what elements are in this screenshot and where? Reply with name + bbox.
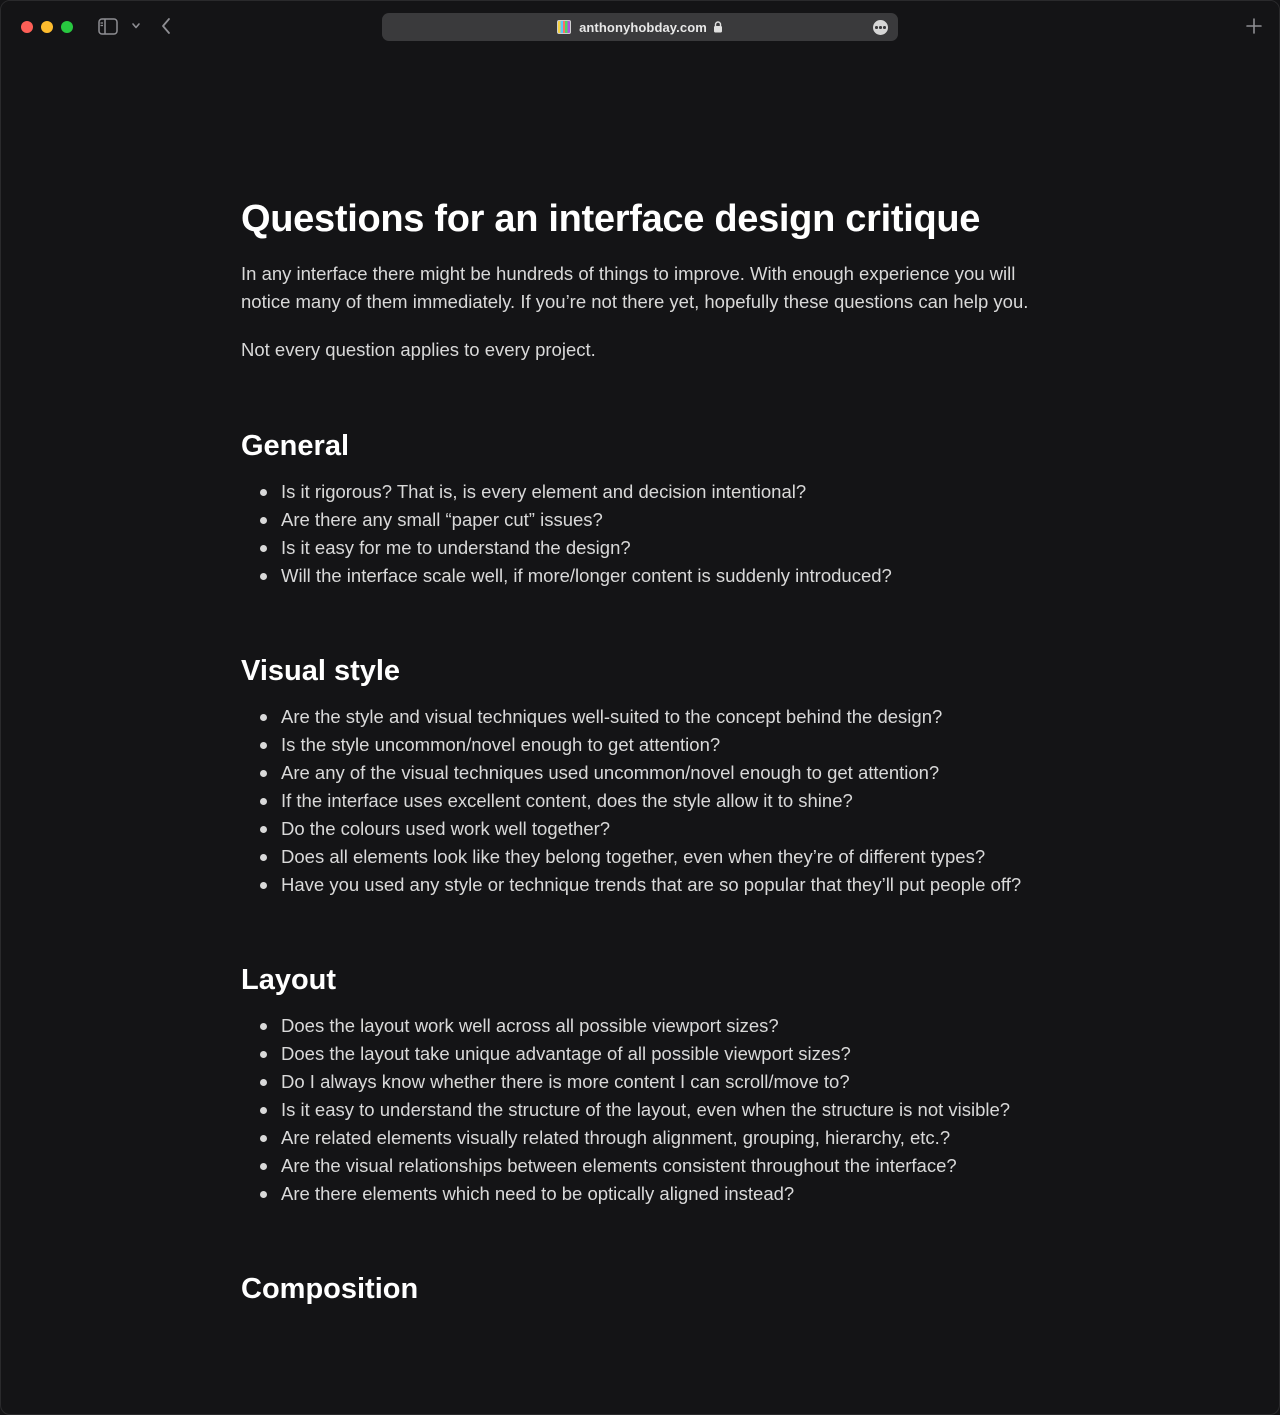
section-heading: General — [241, 430, 349, 462]
close-window-button[interactable] — [21, 21, 33, 33]
list-item: Do the colours used work well together? — [241, 815, 1051, 843]
list-item: Is it rigorous? That is, is every element and decision intentional? — [241, 478, 1051, 506]
list-item: Are there any small “paper cut” issues? — [241, 506, 1051, 534]
list-item: Does the layout work well across all possible viewport sizes? — [241, 1012, 1051, 1040]
question-list — [241, 703, 1051, 899]
page-title: Questions for an interface design critique — [241, 198, 981, 240]
article — [241, 193, 1051, 1309]
chevron-down-icon[interactable] — [130, 19, 142, 33]
sidebar-toggle-icon[interactable] — [98, 18, 118, 35]
list-item: Have you used any style or technique trends that are so popular that they’ll put people off? — [241, 871, 1051, 899]
zoom-window-button[interactable] — [61, 21, 73, 33]
site-favicon — [557, 20, 571, 34]
list-item: Will the interface scale well, if more/longer content is suddenly introduced? — [241, 562, 1051, 590]
list-item: Does the layout take unique advantage of all possible viewport sizes? — [241, 1040, 1051, 1068]
list-item: Are there elements which need to be optically aligned instead? — [241, 1180, 1051, 1208]
title-bar — [1, 1, 1279, 53]
lock-icon — [713, 21, 723, 33]
section-layout — [241, 960, 1051, 1208]
section-composition — [241, 1269, 1051, 1309]
list-item: Is it easy for me to understand the design? — [241, 534, 1051, 562]
list-item: Are related elements visually related through alignment, grouping, hierarchy, etc.? — [241, 1124, 1051, 1152]
url-text: anthonyhobday.com — [579, 19, 707, 35]
question-list — [241, 1012, 1051, 1208]
minimize-window-button[interactable] — [41, 21, 53, 33]
list-item: Are the visual relationships between elements consistent throughout the interface? — [241, 1152, 1051, 1180]
section-general — [241, 426, 1051, 590]
section-heading: Layout — [241, 964, 337, 996]
list-item: Do I always know whether there is more content I can scroll/move to? — [241, 1068, 1051, 1096]
address-bar[interactable] — [382, 13, 898, 41]
list-item: Are the style and visual techniques well-suited to the concept behind the design? — [241, 703, 1051, 731]
more-options-icon[interactable] — [873, 20, 888, 35]
list-item: Is the style uncommon/novel enough to get attention? — [241, 731, 1051, 759]
list-item: Is it easy to understand the structure of the layout, even when the structure is not visible? — [241, 1096, 1051, 1124]
section-heading: Composition — [241, 1273, 419, 1305]
list-item: Does all elements look like they belong together, even when they’re of different types? — [241, 843, 1051, 871]
intro-paragraph: In any interface there might be hundreds of things to improve. With enough experience you will notice many of them immediately. If you’re not there yet, hopefully these questions can help you. — [241, 263, 1029, 312]
list-item: If the interface uses excellent content, does the style allow it to shine? — [241, 787, 1051, 815]
section-heading: Visual style — [241, 655, 401, 687]
note-paragraph: Not every question applies to every project. — [241, 339, 596, 360]
question-list — [241, 478, 1051, 590]
list-item: Are any of the visual techniques used uncommon/novel enough to get attention? — [241, 759, 1051, 787]
section-visual-style — [241, 651, 1051, 899]
new-tab-icon[interactable] — [1244, 16, 1264, 36]
back-arrow-icon[interactable] — [159, 16, 173, 36]
